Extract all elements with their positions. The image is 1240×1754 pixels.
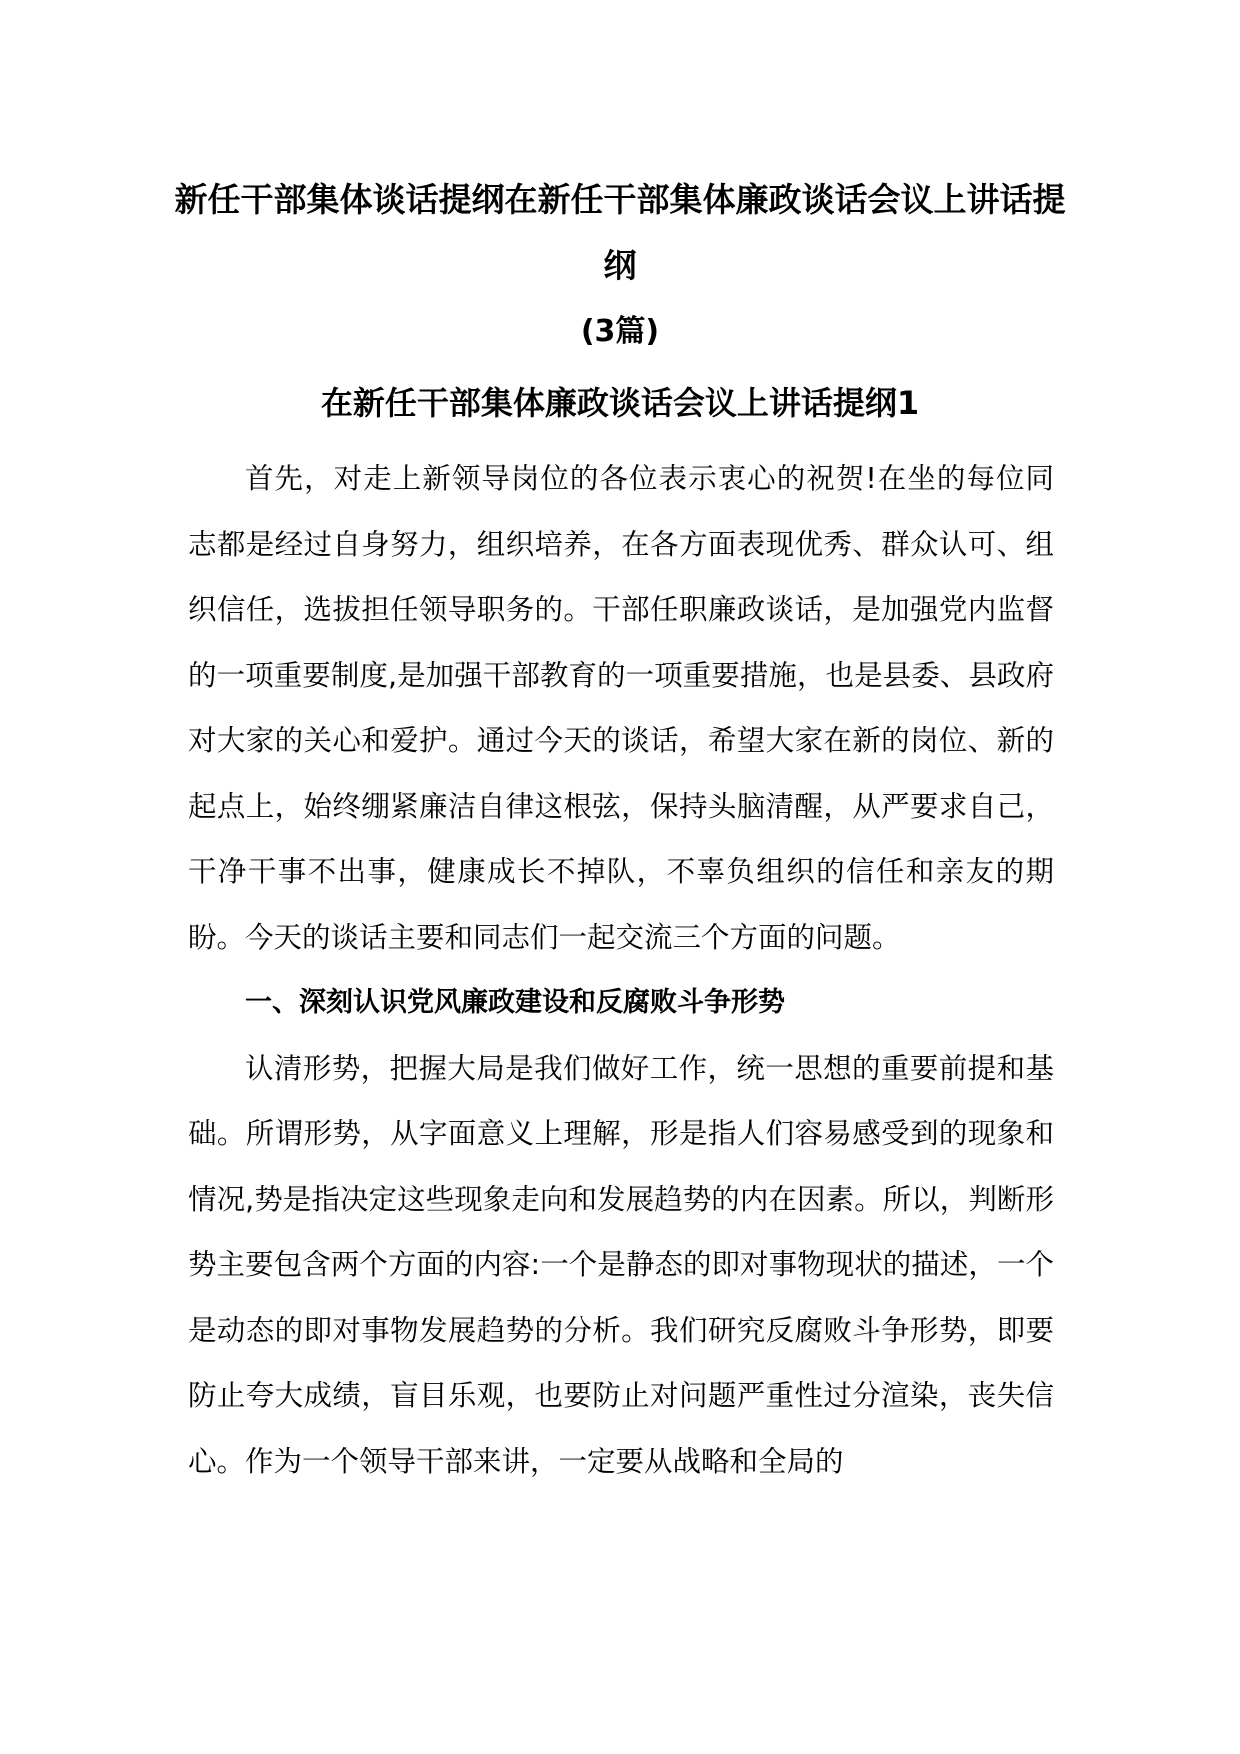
body-paragraph-2: 认清形势，把握大局是我们做好工作，统一思想的重要前提和基础。所谓形势，从字面意义上理解，形是指人们容易感受到的现象和情况,势是指决定这些现象走向和发展趋势的内在因素。所以，判断形势主要包含两个方面的内容:一个是静态的即对事物现状的描述，一个是动态的即对事物发展趋势的分析。我们研究反腐败斗争形势，即要防止夸大成绩，盲目乐观，也要防止对问题严重性过分渲染，丧失信心。作为一个领导干部来讲，一定要从战略和全局的	[188, 1051, 1054, 1478]
article-subtitle: 在新任干部集体廉政谈话会议上讲话提纲1	[320, 384, 920, 422]
document-title: 新任干部集体谈话提纲在新任干部集体廉政谈话会议上讲话提纲	[174, 180, 1066, 285]
document-count-label: (3篇)	[580, 314, 660, 349]
document-body	[188, 446, 1054, 1494]
section-heading-1: 一、深刻认识党风廉政建设和反腐败斗争形势	[245, 987, 785, 1018]
body-paragraph-1: 首先，对走上新领导岗位的各位表示衷心的祝贺!在坐的每位同志都是经过自身努力，组织培养，在各方面表现优秀、群众认可、组织信任，选拔担任领导职务的。干部任职廉政谈话，是加强党内监督的一项重要制度,是加强干部教育的一项重要措施，也是县委、县政府对大家的关心和爱护。通过今天的谈话，希望大家在新的岗位、新的起点上，始终绷紧廉洁自律这根弦，保持头脑清醒，从严要求自己，干净干事不出事，健康成长不掉队，不辜负组织的信任和亲友的期盼。今天的谈话主要和同志们一起交流三个方面的问题。	[188, 462, 1054, 954]
